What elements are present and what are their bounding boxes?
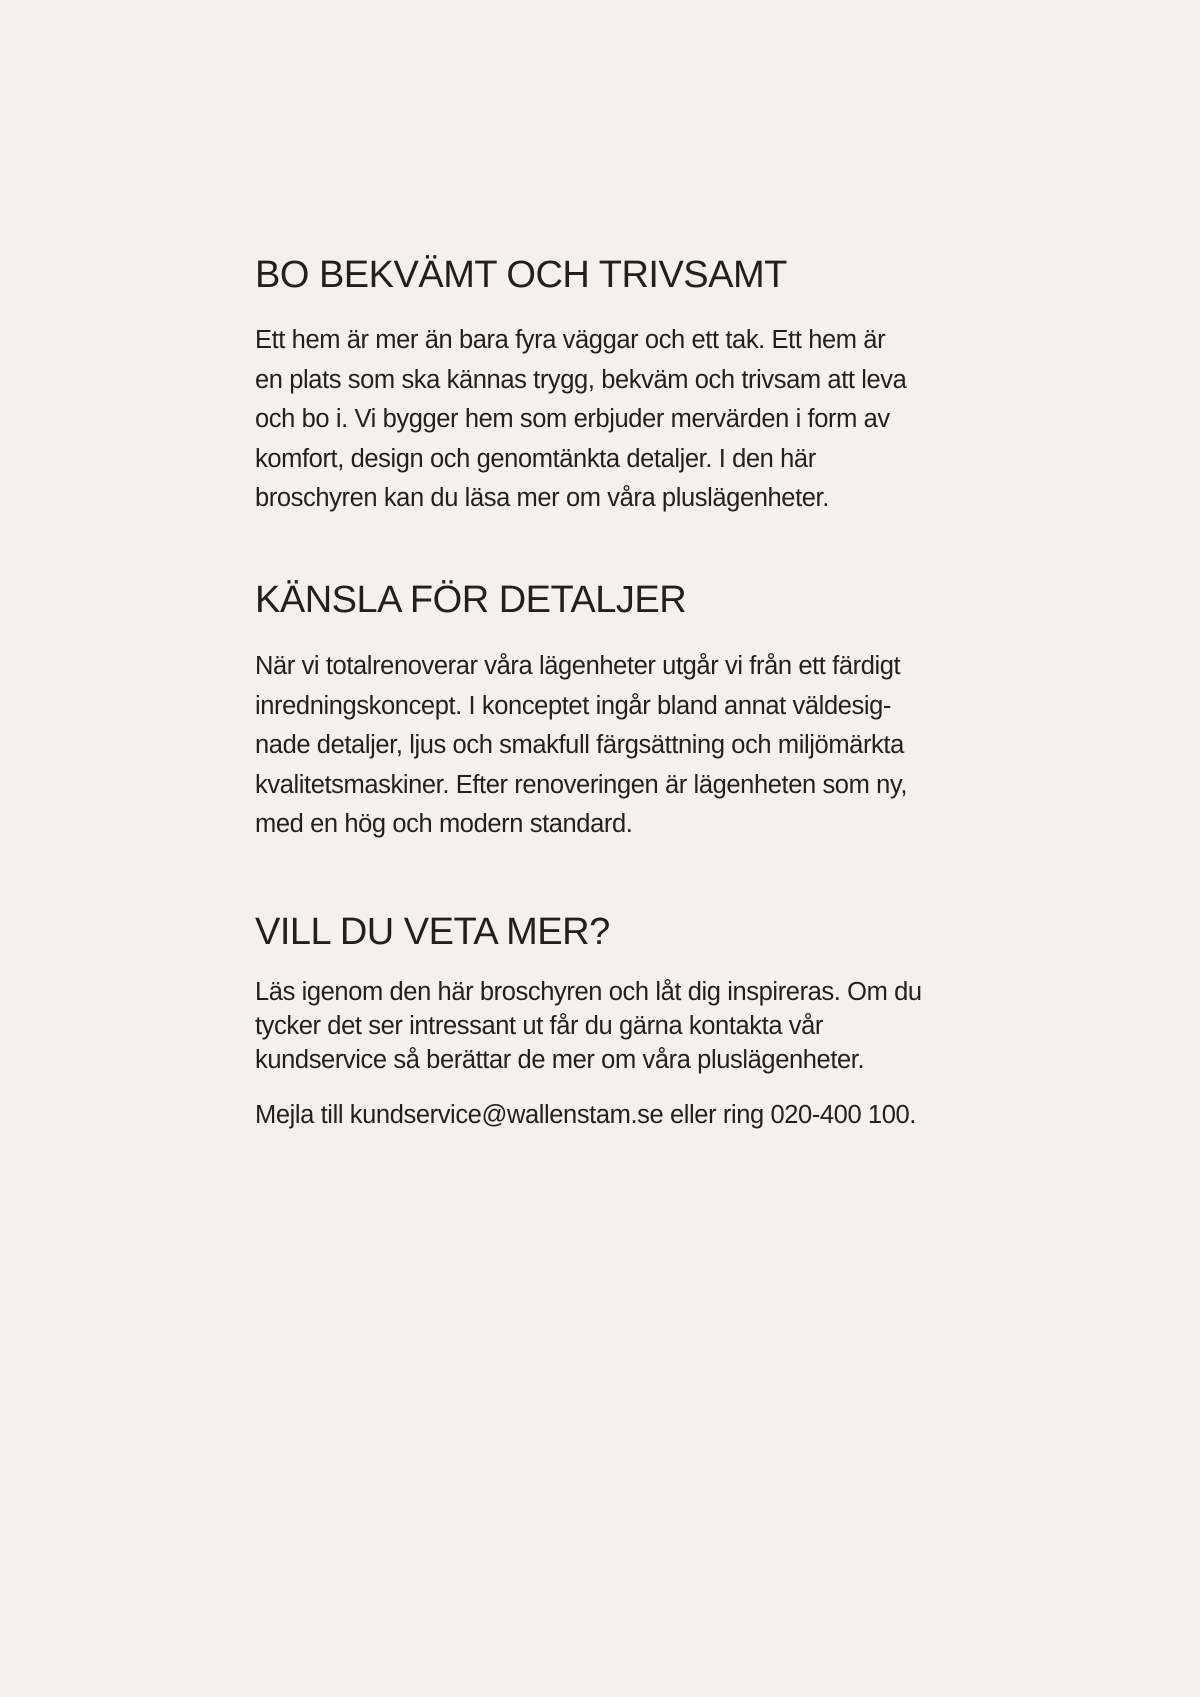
body-line: nade detaljer, ljus och smakfull färgsättning och miljömärkta [255,731,904,760]
body-line: en plats som ska kännas trygg, bekväm och trivsam att leva [255,365,907,394]
body-line: broschyren kan du läsa mer om våra pluslägenheter. [255,484,829,513]
body-line: kundservice så berättar de mer om våra pluslägenheter. [255,1046,865,1074]
section-title-vill-du-veta-mer: VILL DU VETA MER? [255,911,610,953]
body-line: kvalitetsmaskiner. Efter renoveringen är lägenheten som ny, [255,770,908,799]
body-line: Läs igenom den här broschyren och låt dig inspireras. Om du [255,978,922,1006]
body-line: och bo i. Vi bygger hem som erbjuder mervärden i form av [255,405,890,434]
section-body-bo-bekvamt [255,321,975,519]
section-title-bo-bekvamt: BO BEKVÄMT OCH TRIVSAMT [255,254,787,296]
body-line: inredningskoncept. I konceptet ingår bland annat väldesig- [255,691,891,720]
body-line: med en hög och modern standard. [255,810,633,839]
section-body-vill-du-veta-mer [255,975,975,1077]
section-body-kansla-for-detaljer [255,647,975,845]
body-line: komfort, design och genomtänkta detaljer. I den här [255,444,816,473]
body-line: Ett hem är mer än bara fyra väggar och ett tak. Ett hem är [255,326,886,354]
body-line: tycker det ser intressant ut får du gärna kontakta vår [255,1012,824,1040]
contact-info: Mejla till kundservice@wallenstam.se eller ring 020-400 100. [255,1101,916,1129]
body-line: När vi totalrenoverar våra lägenheter utgår vi från ett färdigt [255,652,901,680]
section-title-kansla-for-detaljer: KÄNSLA FÖR DETALJER [255,579,687,621]
